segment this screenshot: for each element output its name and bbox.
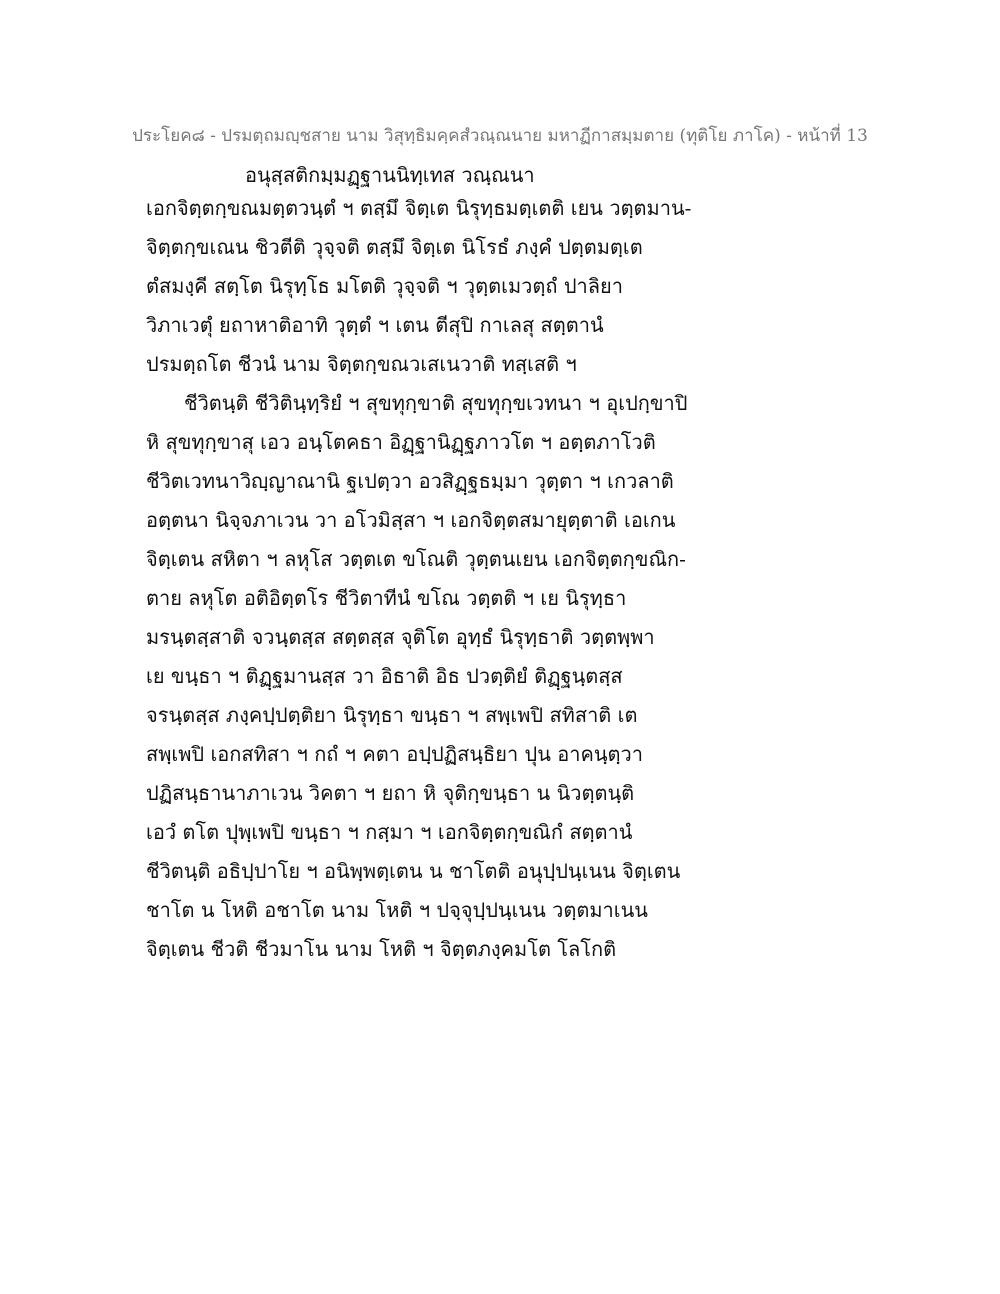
text-line: ตาย ลหุโต อติอิตฺตโร ชีวิตาทีนํ ขโณ วตฺตติ ฯ เย นิรุทฺธา: [146, 586, 627, 610]
text-line: เย ขนฺธา ฯ ติฏฺฐมานสฺส วา อิธาติ อิธ ปวตฺติยํ ติฏฺฐนฺตสฺส: [146, 664, 623, 688]
text-line: ชาโต น โหติ อชาโต นาม โหติ ฯ ปจฺจุปฺปนฺเนน วตฺตมาเนน: [146, 898, 648, 922]
text-line: อตฺตนา นิจฺจภาเวน วา อโวมิสฺสา ฯ เอกจิตฺตสมายุตฺตาติ เอเกน: [146, 508, 676, 532]
paragraph-start-line: ชีวิตนฺติ ชีวิตินฺทฺริยํ ฯ สุขทุกฺขาติ สุขทุกฺขเวทนา ฯ อุเปกฺขาปิ: [184, 391, 688, 415]
text-line: ชีวิตเวทนาวิญฺญาณานิ ฐเปตฺวา อวสิฏฺฐธมฺมา วุตฺตา ฯ เกวลาติ: [146, 469, 674, 493]
text-line: วิภาเวตุํ ยถาหาติอาทิ วุตฺตํ ฯ เตน ตีสุปิ กาเลสุ สตฺตานํ: [146, 313, 604, 337]
text-line: จรนฺตสฺส ภงฺคปฺปตฺติยา นิรุทฺธา ขนฺธา ฯ สพฺเพปิ สทิสาติ เต: [146, 703, 638, 727]
text-line: ตํสมงฺคี สตฺโต นิรุทฺโธ มโตติ วุจฺจติ ฯ วุตฺตเมวตฺถํ ปาลิยา: [146, 274, 623, 298]
text-line: จิตฺเตน ชีวติ ชีวมาโน นาม โหติ ฯ จิตฺตภงฺคมโต โลโกติ: [146, 937, 617, 961]
body-text: [146, 189, 706, 969]
text-line: เอกจิตฺตกฺขณมตฺตวนฺตํ ฯ ตสฺมึ จิตฺเต นิรุทฺธมตฺเตติ เยน วตฺตมาน-: [146, 196, 692, 220]
text-line: หิ สุขทุกฺขาสุ เอว อนฺโตคธา อิฏฺฐานิฏฺฐภาวโต ฯ อตฺตภาโวติ: [146, 430, 656, 454]
text-line: มรนฺตสฺสาติ จวนฺตสฺส สตฺตสฺส จุติโต อุทฺธํ นิรุทฺธาติ วตฺตพฺพา: [146, 625, 655, 649]
running-header: ประโยค๘ - ปรมตฺถมญฺชสาย นาม วิสุทฺธิมคฺคสํวณฺณนาย มหาฏีกาสมฺมตาย (ทุติโย ภาโค) - หน้าที่ 13: [132, 126, 868, 146]
text-line: สพฺเพปิ เอกสทิสา ฯ กถํ ฯ คตา อปฺปฏิสนฺธิยา ปุน อาคนฺตฺวา: [146, 742, 644, 766]
section-title: อนุสฺสติกมฺมฏฺฐานนิทฺเทส วณฺณนา: [245, 163, 535, 187]
text-line: จิตฺตกฺขเณน ชิวตีติ วุจฺจติ ตสฺมึ จิตฺเต นิโรธํ ภงฺคํ ปตฺตมตฺเต: [146, 235, 643, 259]
text-line: ปฏิสนฺธานาภาเวน วิคตา ฯ ยถา หิ จุติกฺขนฺธา น นิวตฺตนฺติ: [146, 781, 635, 805]
text-line: จิตฺเตน สหิตา ฯ ลหุโส วตฺตเต ขโณติ วุตฺตนเยน เอกจิตฺตกฺขณิก-: [146, 547, 686, 571]
text-line: ปรมตฺถโต ชีวนํ นาม จิตฺตกฺขณวเสเนวาติ ทสฺเสติ ฯ: [146, 352, 577, 376]
text-line: ชีวิตนฺติ อธิปฺปาโย ฯ อนิพฺพตฺเตน น ชาโตติ อนุปฺปนฺเนน จิตฺเตน: [146, 859, 681, 883]
text-line: เอวํ ตโต ปุพฺเพปิ ขนฺธา ฯ กสฺมา ฯ เอกจิตฺตกฺขณิกํ สตฺตานํ: [146, 820, 633, 844]
